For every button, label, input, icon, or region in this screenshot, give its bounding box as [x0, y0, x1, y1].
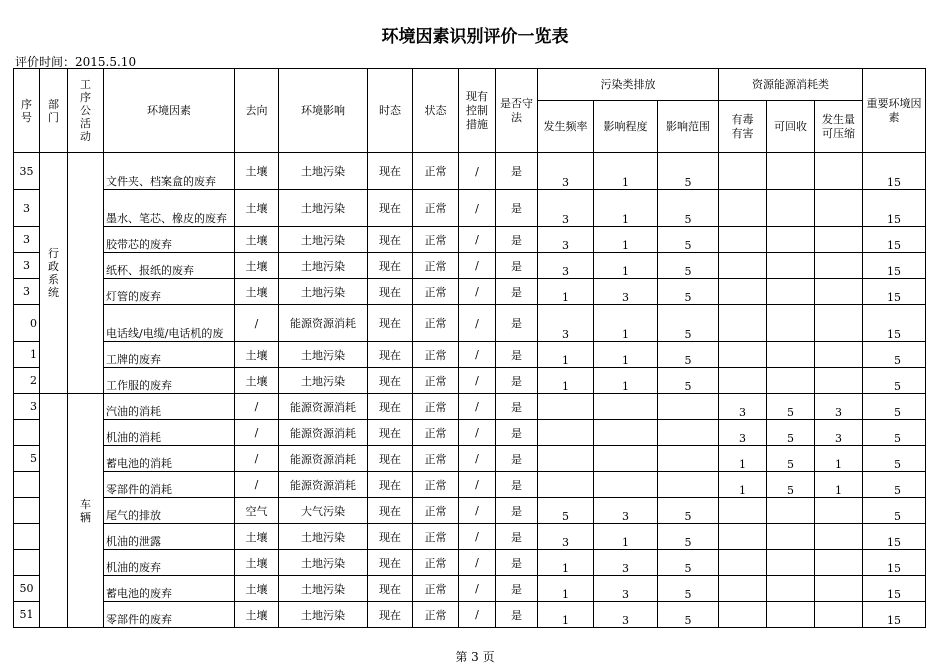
cell-significant: 5: [863, 472, 926, 498]
cell-significant: 15: [863, 550, 926, 576]
cell-significant: 5: [863, 394, 926, 420]
cell-toxic: 1: [719, 446, 767, 472]
cell-direction: /: [235, 305, 279, 342]
cell-compliance: 是: [496, 472, 538, 498]
cell-degree: 1: [594, 305, 658, 342]
header-dept: 部门: [40, 69, 68, 153]
cell-direction: 土壤: [235, 342, 279, 368]
cell-degree: 1: [594, 342, 658, 368]
cell-seq: 3: [14, 279, 40, 305]
cell-compressible: [815, 368, 863, 394]
cell-compressible: [815, 279, 863, 305]
cell-recyclable: 5: [767, 446, 815, 472]
cell-compliance: 是: [496, 190, 538, 227]
cell-degree: 1: [594, 190, 658, 227]
cell-scope: 5: [658, 190, 719, 227]
cell-toxic: 1: [719, 472, 767, 498]
cell-control: /: [459, 602, 496, 628]
cell-degree: [594, 420, 658, 446]
cell-tense: 现在: [368, 342, 413, 368]
cell-tense: 现在: [368, 602, 413, 628]
cell-factor: 蓄电池的消耗: [104, 446, 235, 472]
cell-seq: 0: [14, 305, 40, 342]
cell-tense: 现在: [368, 305, 413, 342]
cell-significant: 15: [863, 227, 926, 253]
cell-impact: 大气污染: [279, 498, 368, 524]
cell-compressible: [815, 524, 863, 550]
table-row: [14, 394, 926, 420]
cell-frequency: 3: [538, 305, 594, 342]
cell-seq: [14, 472, 40, 498]
cell-seq: [14, 498, 40, 524]
cell-tense: 现在: [368, 472, 413, 498]
table-row: [14, 498, 926, 524]
cell-control: /: [459, 342, 496, 368]
cell-tense: 现在: [368, 279, 413, 305]
header-factor: 环境因素: [104, 69, 235, 153]
cell-toxic: [719, 576, 767, 602]
cell-recyclable: [767, 227, 815, 253]
cell-compressible: 3: [815, 394, 863, 420]
page-footer: 第 3 页: [455, 650, 495, 664]
cell-dept: [40, 394, 68, 628]
cell-state: 正常: [413, 602, 459, 628]
cell-recyclable: [767, 253, 815, 279]
cell-degree: 3: [594, 550, 658, 576]
cell-recyclable: [767, 305, 815, 342]
header-resource-group: 资源能源消耗类: [719, 69, 863, 101]
cell-factor: 蓄电池的废弃: [104, 576, 235, 602]
cell-degree: 1: [594, 227, 658, 253]
header-direction: 去向: [235, 69, 279, 153]
cell-impact: 土地污染: [279, 153, 368, 190]
cell-impact: 土地污染: [279, 253, 368, 279]
dept-admin-system: 行政系统: [40, 153, 68, 394]
table-row: [14, 342, 926, 368]
cell-seq: 51: [14, 602, 40, 628]
cell-toxic: [719, 524, 767, 550]
cell-state: 正常: [413, 576, 459, 602]
cell-degree: 1: [594, 524, 658, 550]
cell-recyclable: [767, 524, 815, 550]
cell-frequency: 5: [538, 498, 594, 524]
cell-compressible: [815, 305, 863, 342]
cell-control: /: [459, 279, 496, 305]
cell-scope: [658, 472, 719, 498]
cell-impact: 能源资源消耗: [279, 446, 368, 472]
cell-scope: 5: [658, 253, 719, 279]
cell-compliance: 是: [496, 394, 538, 420]
cell-direction: /: [235, 472, 279, 498]
cell-control: /: [459, 446, 496, 472]
cell-scope: 5: [658, 498, 719, 524]
cell-tense: 现在: [368, 227, 413, 253]
table-row: [14, 446, 926, 472]
cell-toxic: [719, 153, 767, 190]
cell-impact: 土地污染: [279, 279, 368, 305]
cell-direction: 土壤: [235, 279, 279, 305]
cell-state: 正常: [413, 420, 459, 446]
cell-control: /: [459, 576, 496, 602]
cell-scope: [658, 446, 719, 472]
cell-recyclable: [767, 602, 815, 628]
cell-tense: 现在: [368, 190, 413, 227]
cell-control: /: [459, 305, 496, 342]
cell-recyclable: [767, 153, 815, 190]
header-seq: 序号: [14, 69, 40, 153]
cell-recyclable: [767, 190, 815, 227]
cell-direction: 土壤: [235, 602, 279, 628]
table-row: [14, 576, 926, 602]
cell-factor: 机油的泄露: [104, 524, 235, 550]
cell-compliance: 是: [496, 602, 538, 628]
cell-toxic: 3: [719, 420, 767, 446]
cell-direction: 土壤: [235, 368, 279, 394]
cell-state: 正常: [413, 498, 459, 524]
cell-compliance: 是: [496, 305, 538, 342]
table-row: [14, 550, 926, 576]
cell-compressible: [815, 253, 863, 279]
header-state: 状态: [413, 69, 459, 153]
cell-compressible: [815, 190, 863, 227]
cell-compressible: [815, 342, 863, 368]
header-significant: 重要环境因素: [863, 69, 926, 153]
cell-state: 正常: [413, 153, 459, 190]
cell-degree: 3: [594, 602, 658, 628]
cell-control: /: [459, 368, 496, 394]
cell-state: 正常: [413, 368, 459, 394]
header-pollution-group: 污染类排放: [538, 69, 719, 101]
cell-recyclable: [767, 342, 815, 368]
cell-significant: 15: [863, 576, 926, 602]
cell-direction: /: [235, 446, 279, 472]
cell-compliance: 是: [496, 498, 538, 524]
cell-degree: 1: [594, 368, 658, 394]
cell-tense: 现在: [368, 550, 413, 576]
cell-state: 正常: [413, 227, 459, 253]
cell-toxic: [719, 342, 767, 368]
cell-tense: 现在: [368, 153, 413, 190]
cell-degree: 1: [594, 153, 658, 190]
cell-toxic: 3: [719, 394, 767, 420]
cell-toxic: [719, 368, 767, 394]
cell-impact: 能源资源消耗: [279, 472, 368, 498]
cell-toxic: [719, 602, 767, 628]
cell-toxic: [719, 498, 767, 524]
table-row: [14, 368, 926, 394]
cell-toxic: [719, 550, 767, 576]
cell-factor: 墨水、笔芯、橡皮的废弃: [104, 190, 235, 227]
cell-seq: 2: [14, 368, 40, 394]
cell-significant: 5: [863, 498, 926, 524]
cell-compliance: 是: [496, 420, 538, 446]
cell-compliance: 是: [496, 342, 538, 368]
cell-factor: 汽油的消耗: [104, 394, 235, 420]
cell-compressible: [815, 227, 863, 253]
cell-impact: 土地污染: [279, 602, 368, 628]
cell-scope: 5: [658, 153, 719, 190]
cell-factor: 电话线/电缆/电话机的废: [104, 305, 235, 342]
cell-compressible: [815, 602, 863, 628]
cell-recyclable: 5: [767, 394, 815, 420]
cell-impact: 土地污染: [279, 524, 368, 550]
cell-seq: [14, 524, 40, 550]
cell-factor: 灯管的废弃: [104, 279, 235, 305]
cell-scope: 5: [658, 524, 719, 550]
cell-scope: 5: [658, 279, 719, 305]
cell-frequency: 3: [538, 227, 594, 253]
cell-seq: 35: [14, 153, 40, 190]
cell-significant: 5: [863, 446, 926, 472]
table-row: [14, 602, 926, 628]
cell-recyclable: [767, 550, 815, 576]
cell-tense: 现在: [368, 446, 413, 472]
cell-factor: 工作服的废弃: [104, 368, 235, 394]
cell-frequency: [538, 472, 594, 498]
cell-seq: [14, 550, 40, 576]
cell-recyclable: 5: [767, 420, 815, 446]
cell-degree: 3: [594, 498, 658, 524]
cell-impact: 能源资源消耗: [279, 394, 368, 420]
cell-control: /: [459, 550, 496, 576]
cell-significant: 15: [863, 602, 926, 628]
cell-direction: 土壤: [235, 227, 279, 253]
cell-scope: 5: [658, 368, 719, 394]
cell-tense: 现在: [368, 420, 413, 446]
cell-seq: 1: [14, 342, 40, 368]
cell-compressible: [815, 550, 863, 576]
cell-compliance: 是: [496, 279, 538, 305]
cell-impact: 土地污染: [279, 550, 368, 576]
cell-seq: 3: [14, 190, 40, 227]
cell-direction: 土壤: [235, 550, 279, 576]
header-compressible: 发生量可压缩: [815, 101, 863, 153]
cell-tense: 现在: [368, 576, 413, 602]
header-toxic: 有毒有害: [719, 101, 767, 153]
cell-direction: 土壤: [235, 576, 279, 602]
cell-tense: 现在: [368, 498, 413, 524]
cell-frequency: 3: [538, 524, 594, 550]
table-row: [14, 305, 926, 342]
cell-toxic: [719, 253, 767, 279]
cell-recyclable: [767, 279, 815, 305]
cell-impact: 土地污染: [279, 190, 368, 227]
header-degree: 影响程度: [594, 101, 658, 153]
header-tense: 时态: [368, 69, 413, 153]
cell-factor: 零部件的废弃: [104, 602, 235, 628]
cell-compliance: 是: [496, 446, 538, 472]
cell-factor: 尾气的排放: [104, 498, 235, 524]
table-row: [14, 153, 926, 190]
cell-state: 正常: [413, 550, 459, 576]
cell-degree: [594, 472, 658, 498]
cell-frequency: [538, 394, 594, 420]
cell-compliance: 是: [496, 253, 538, 279]
cell-frequency: 1: [538, 342, 594, 368]
cell-state: 正常: [413, 190, 459, 227]
cell-direction: 土壤: [235, 153, 279, 190]
cell-impact: 土地污染: [279, 576, 368, 602]
header-recyclable: 可回收: [767, 101, 815, 153]
cell-impact: 土地污染: [279, 368, 368, 394]
cell-control: /: [459, 498, 496, 524]
cell-tense: 现在: [368, 368, 413, 394]
cell-frequency: 1: [538, 576, 594, 602]
cell-direction: 土壤: [235, 253, 279, 279]
table-row: [14, 420, 926, 446]
cell-factor: 零部件的消耗: [104, 472, 235, 498]
cell-control: /: [459, 253, 496, 279]
cell-degree: [594, 394, 658, 420]
process-vehicle: 车辆: [68, 394, 104, 628]
cell-significant: 15: [863, 279, 926, 305]
cell-direction: 土壤: [235, 190, 279, 227]
cell-significant: 15: [863, 524, 926, 550]
cell-recyclable: [767, 368, 815, 394]
cell-compliance: 是: [496, 227, 538, 253]
cell-scope: 5: [658, 550, 719, 576]
cell-recyclable: 5: [767, 472, 815, 498]
table-row: [14, 190, 926, 227]
cell-control: /: [459, 227, 496, 253]
environment-factor-table: [13, 68, 926, 628]
cell-process: [68, 153, 104, 394]
cell-frequency: [538, 420, 594, 446]
cell-significant: 15: [863, 190, 926, 227]
cell-frequency: 1: [538, 279, 594, 305]
cell-factor: 纸杯、报纸的废弃: [104, 253, 235, 279]
cell-scope: 5: [658, 602, 719, 628]
cell-compressible: [815, 576, 863, 602]
header-process: 工序公活动: [68, 69, 104, 153]
cell-seq: 5: [14, 446, 40, 472]
cell-state: 正常: [413, 446, 459, 472]
cell-toxic: [719, 279, 767, 305]
cell-control: /: [459, 190, 496, 227]
table-row: [14, 227, 926, 253]
cell-significant: 15: [863, 253, 926, 279]
cell-compliance: 是: [496, 576, 538, 602]
cell-frequency: [538, 446, 594, 472]
cell-compressible: 1: [815, 472, 863, 498]
cell-scope: 5: [658, 305, 719, 342]
table-row: [14, 253, 926, 279]
cell-frequency: 1: [538, 368, 594, 394]
cell-factor: 文件夹、档案盒的废弃: [104, 153, 235, 190]
cell-compliance: 是: [496, 153, 538, 190]
cell-degree: 3: [594, 576, 658, 602]
cell-compressible: [815, 153, 863, 190]
cell-recyclable: [767, 498, 815, 524]
cell-state: 正常: [413, 394, 459, 420]
cell-toxic: [719, 190, 767, 227]
cell-state: 正常: [413, 342, 459, 368]
cell-compliance: 是: [496, 368, 538, 394]
cell-tense: 现在: [368, 253, 413, 279]
cell-scope: [658, 394, 719, 420]
cell-significant: 15: [863, 153, 926, 190]
cell-direction: 空气: [235, 498, 279, 524]
table-row: [14, 472, 926, 498]
cell-control: /: [459, 394, 496, 420]
cell-significant: 15: [863, 305, 926, 342]
cell-control: /: [459, 524, 496, 550]
cell-compressible: 1: [815, 446, 863, 472]
cell-frequency: 1: [538, 550, 594, 576]
cell-frequency: 3: [538, 190, 594, 227]
cell-control: /: [459, 153, 496, 190]
cell-impact: 土地污染: [279, 227, 368, 253]
header-control: 现有控制措施: [459, 69, 496, 153]
table-row: [14, 524, 926, 550]
cell-compressible: 3: [815, 420, 863, 446]
cell-tense: 现在: [368, 524, 413, 550]
cell-seq: [14, 420, 40, 446]
cell-scope: [658, 420, 719, 446]
cell-significant: 5: [863, 368, 926, 394]
cell-recyclable: [767, 576, 815, 602]
page-title: 环境因素识别评价一览表: [381, 27, 569, 47]
header-scope: 影响范围: [658, 101, 719, 153]
evaluation-date: 评价时间：2015.5.10: [15, 55, 137, 69]
cell-direction: 土壤: [235, 524, 279, 550]
cell-direction: /: [235, 394, 279, 420]
cell-factor: 工牌的废弃: [104, 342, 235, 368]
cell-factor: 机油的废弃: [104, 550, 235, 576]
cell-toxic: [719, 227, 767, 253]
cell-compressible: [815, 498, 863, 524]
header-compliance: 是否守法: [496, 69, 538, 153]
cell-impact: 土地污染: [279, 342, 368, 368]
cell-degree: 3: [594, 279, 658, 305]
cell-state: 正常: [413, 305, 459, 342]
cell-seq: 50: [14, 576, 40, 602]
cell-state: 正常: [413, 253, 459, 279]
cell-control: /: [459, 472, 496, 498]
cell-significant: 5: [863, 342, 926, 368]
cell-control: /: [459, 420, 496, 446]
cell-compliance: 是: [496, 524, 538, 550]
cell-state: 正常: [413, 524, 459, 550]
cell-degree: [594, 446, 658, 472]
cell-impact: 能源资源消耗: [279, 305, 368, 342]
cell-state: 正常: [413, 279, 459, 305]
cell-frequency: 3: [538, 253, 594, 279]
header-frequency: 发生频率: [538, 101, 594, 153]
cell-scope: 5: [658, 576, 719, 602]
cell-frequency: 3: [538, 153, 594, 190]
cell-state: 正常: [413, 472, 459, 498]
cell-impact: 能源资源消耗: [279, 420, 368, 446]
cell-scope: 5: [658, 342, 719, 368]
cell-toxic: [719, 305, 767, 342]
cell-factor: 胶带芯的废弃: [104, 227, 235, 253]
cell-scope: 5: [658, 227, 719, 253]
cell-compliance: 是: [496, 550, 538, 576]
cell-seq: 3: [14, 394, 40, 420]
cell-degree: 1: [594, 253, 658, 279]
cell-direction: /: [235, 420, 279, 446]
cell-frequency: 1: [538, 602, 594, 628]
table-row: [14, 279, 926, 305]
cell-factor: 机油的消耗: [104, 420, 235, 446]
cell-significant: 5: [863, 420, 926, 446]
cell-tense: 现在: [368, 394, 413, 420]
cell-seq: 3: [14, 227, 40, 253]
cell-seq: 3: [14, 253, 40, 279]
header-impact: 环境影响: [279, 69, 368, 153]
